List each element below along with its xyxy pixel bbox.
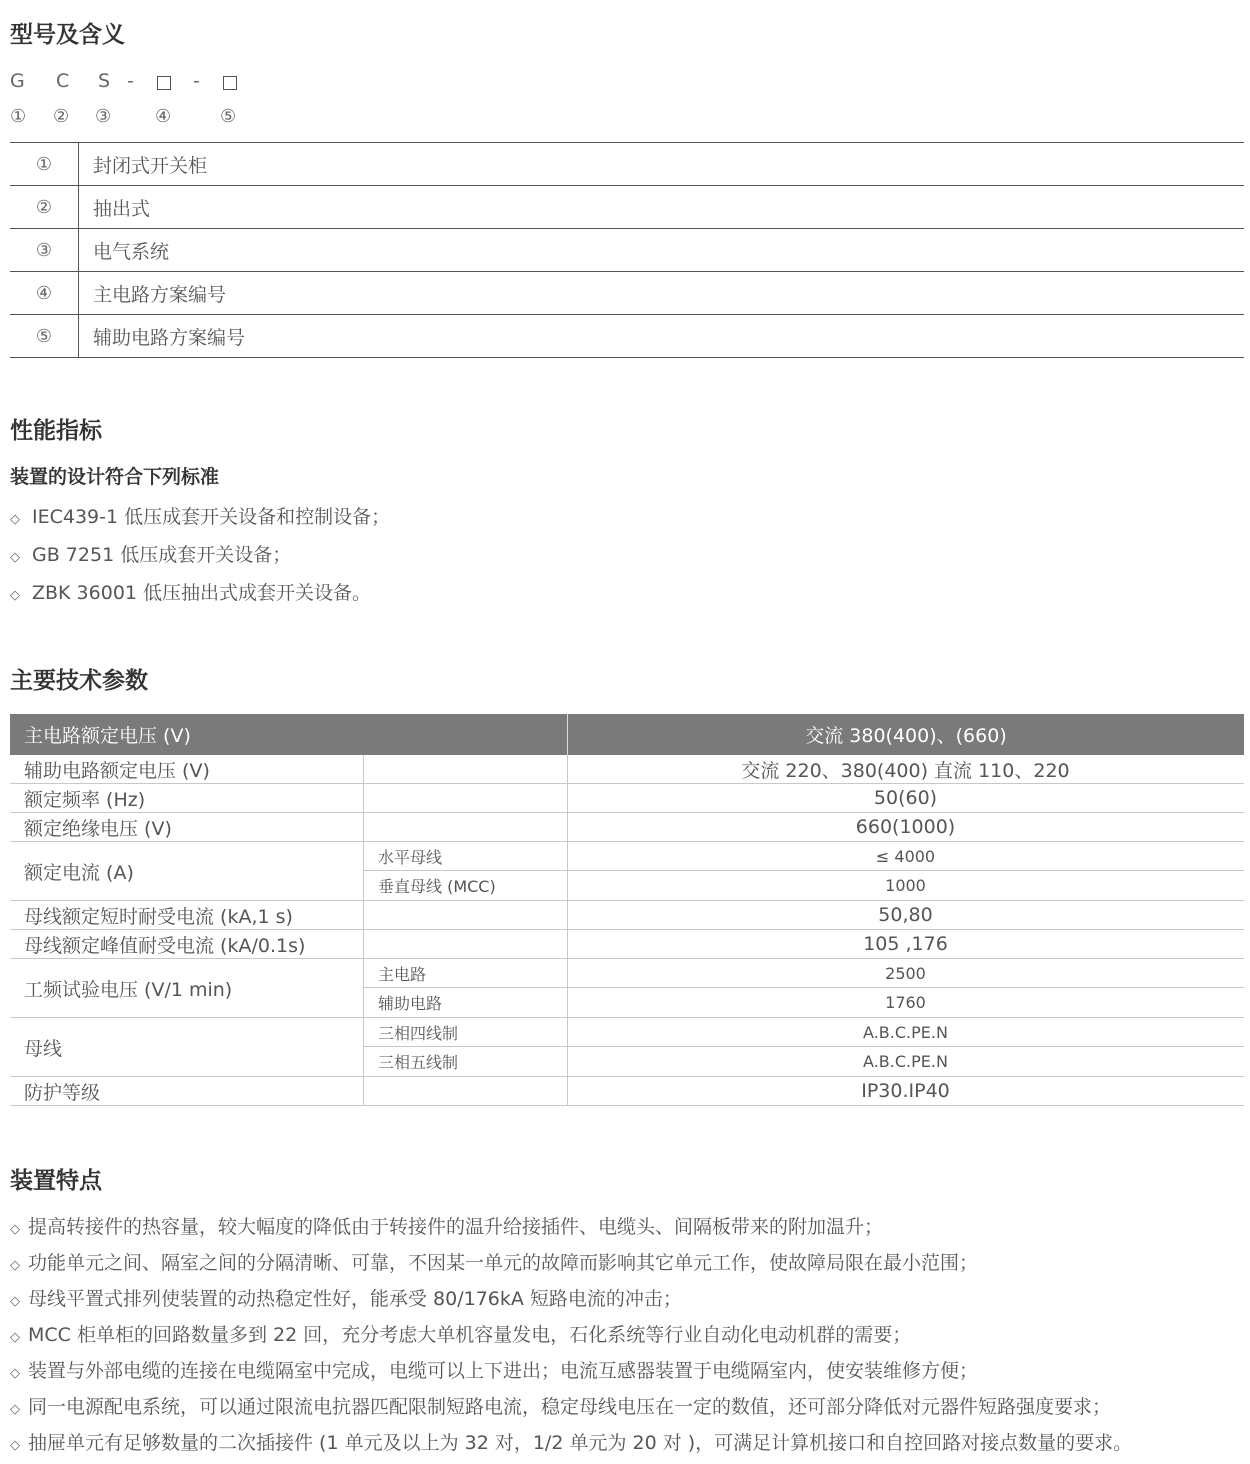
- param-value: A.B.C.PE.N: [863, 1052, 948, 1071]
- code-num: ②: [53, 106, 70, 127]
- diamond-bullet-icon: ◇: [10, 1366, 20, 1381]
- param-row: [10, 1077, 1244, 1106]
- param-label: 母线额定峰值耐受电流 (kA/0.1s): [24, 934, 306, 957]
- param-label: 工频试验电压 (V/1 min): [24, 978, 233, 1001]
- meaning-row: [10, 185, 1244, 228]
- meaning-text: 封闭式开关柜: [93, 154, 208, 177]
- param-sublabel: 水平母线: [378, 847, 443, 867]
- param-sublabel: 主电路: [378, 964, 427, 984]
- feature-text: MCC 柜单柜的回路数量多到 22 回，充分考虑大单机容量发电，石化系统等行业自动化电动机群的需要；: [28, 1324, 912, 1346]
- meaning-num: ⑤: [10, 315, 79, 357]
- header-label: 主电路额定电压 (V): [24, 725, 191, 747]
- diamond-bullet-icon: ◇: [10, 512, 20, 527]
- param-value: A.B.C.PE.N: [863, 1022, 948, 1042]
- param-row: [10, 755, 1244, 784]
- param-subrow: [364, 871, 1244, 900]
- feature-text: 同一电源配电系统，可以通过限流电抗器匹配限制短路电流，稳定母线电压在一定的数值，还可部分降低对元器件短路强度要求；: [28, 1396, 1112, 1418]
- param-value: 1760: [885, 993, 926, 1012]
- code-dash-2: -: [193, 70, 200, 92]
- code-letter-s: S: [98, 70, 111, 92]
- meaning-row: [10, 142, 1244, 185]
- standard-item: [10, 578, 371, 605]
- diamond-bullet-icon: ◇: [10, 1258, 20, 1273]
- model-heading: 型号及含义: [10, 22, 125, 48]
- meaning-num: ③: [10, 229, 79, 271]
- performance-heading: 性能指标: [10, 418, 102, 444]
- param-value: 2500: [885, 963, 926, 983]
- meaning-row: [10, 271, 1244, 314]
- standard-text: GB 7251 低压成套开关设备；: [32, 544, 292, 566]
- diamond-bullet-icon: ◇: [10, 1438, 20, 1453]
- param-sublabel: 垂直母线 (MCC): [378, 877, 496, 896]
- meaning-text: 辅助电路方案编号: [93, 326, 246, 349]
- code-dash-1: -: [127, 70, 134, 92]
- meaning-text: 主电路方案编号: [93, 283, 227, 306]
- param-value: 105 ,176: [863, 933, 948, 955]
- diamond-bullet-icon: ◇: [10, 588, 20, 603]
- param-subrow: [364, 1047, 1244, 1076]
- param-row: [10, 930, 1244, 959]
- param-subrow: [364, 959, 1244, 988]
- meaning-num: ②: [10, 186, 79, 228]
- feature-item: [10, 1212, 883, 1239]
- diamond-bullet-icon: ◇: [10, 1294, 20, 1309]
- param-subrow: [364, 988, 1244, 1017]
- feature-text: 母线平置式排列使装置的动热稳定性好，能承受 80/176kA 短路电流的冲击；: [28, 1288, 682, 1310]
- feature-item: [10, 1248, 978, 1275]
- feature-text: 装置与外部电缆的连接在电缆隔室中完成，电缆可以上下进出；电流互感器装置于电缆隔室内，使安装维修方便；: [28, 1360, 979, 1382]
- param-label: 母线: [24, 1037, 63, 1060]
- features-heading: 装置特点: [10, 1168, 102, 1194]
- code-num: ①: [10, 106, 27, 127]
- code-placeholder-box-icon: [223, 76, 237, 90]
- param-value: IP30.IP40: [861, 1080, 950, 1102]
- diamond-bullet-icon: ◇: [10, 1402, 20, 1417]
- model-code-numbers: [10, 106, 270, 132]
- param-label: 母线额定短时耐受电流 (kA,1 s): [24, 905, 293, 928]
- feature-item: [10, 1320, 911, 1347]
- meaning-row: [10, 314, 1244, 358]
- meaning-text: 电气系统: [93, 240, 170, 263]
- param-group: [10, 842, 1244, 901]
- param-row: [10, 901, 1244, 930]
- param-value: 交流 220、380(400) 直流 110、220: [741, 759, 1070, 782]
- param-value: ≤ 4000: [875, 846, 936, 866]
- param-label: 额定绝缘电压 (V): [24, 817, 172, 840]
- params-header-row: [10, 714, 1244, 755]
- param-sublabel: 辅助电路: [378, 994, 443, 1013]
- code-placeholder-box-icon: [157, 76, 171, 90]
- meaning-row: [10, 228, 1244, 271]
- meaning-num: ④: [10, 272, 79, 314]
- params-table: [10, 714, 1244, 1106]
- param-row: [10, 784, 1244, 813]
- feature-item: [10, 1428, 1132, 1455]
- param-sublabel: 三相五线制: [378, 1053, 459, 1072]
- param-value: 1000: [885, 876, 926, 895]
- params-heading: 主要技术参数: [10, 668, 148, 694]
- meaning-num: ①: [10, 143, 79, 185]
- feature-text: 提高转接件的热容量，较大幅度的降低由于转接件的温升给接插件、电缆头、间隔板带来的附加温升；: [28, 1216, 884, 1238]
- param-label: 额定频率 (Hz): [24, 788, 146, 811]
- param-sublabel: 三相四线制: [378, 1023, 459, 1043]
- code-num: ③: [95, 106, 112, 127]
- param-value: 50(60): [873, 787, 938, 809]
- feature-text: 抽屉单元有足够数量的二次插接件 (1 单元及以上为 32 对，1/2 单元为 20 对 )，可满足计算机接口和自控回路对接点数量的要求。: [28, 1432, 1133, 1454]
- diamond-bullet-icon: ◇: [10, 550, 20, 565]
- feature-item: [10, 1392, 1111, 1419]
- param-value: 660(1000): [855, 816, 956, 838]
- header-value: 交流 380(400)、(660): [567, 714, 1244, 755]
- param-label: 辅助电路额定电压 (V): [24, 759, 210, 782]
- code-num: ④: [155, 106, 172, 127]
- diamond-bullet-icon: ◇: [10, 1222, 20, 1237]
- param-label: 额定电流 (A): [24, 861, 134, 884]
- standard-text: IEC439-1 低压成套开关设备和控制设备；: [32, 506, 391, 528]
- meaning-table: [10, 142, 1244, 358]
- feature-item: [10, 1284, 682, 1311]
- code-letter-g: G: [10, 70, 25, 92]
- meaning-text: 抽出式: [93, 197, 151, 220]
- param-group: [10, 1018, 1244, 1077]
- diamond-bullet-icon: ◇: [10, 1330, 20, 1345]
- code-num: ⑤: [220, 106, 237, 127]
- param-value: 50,80: [878, 904, 933, 926]
- model-code: [10, 70, 270, 96]
- param-label: 防护等级: [24, 1081, 101, 1104]
- standards-subheading: 装置的设计符合下列标准: [10, 466, 220, 488]
- feature-item: [10, 1356, 978, 1383]
- feature-text: 功能单元之间、隔室之间的分隔清晰、可靠，不因某一单元的故障而影响其它单元工作，使故障局限在最小范围；: [28, 1252, 979, 1274]
- param-row: [10, 813, 1244, 842]
- param-subrow: [364, 842, 1244, 871]
- standard-item: [10, 540, 291, 567]
- param-group: [10, 959, 1244, 1018]
- code-letter-c: C: [56, 70, 70, 92]
- param-subrow: [364, 1018, 1244, 1047]
- standard-item: [10, 502, 390, 529]
- standard-text: ZBK 36001 低压抽出式成套开关设备。: [32, 582, 372, 604]
